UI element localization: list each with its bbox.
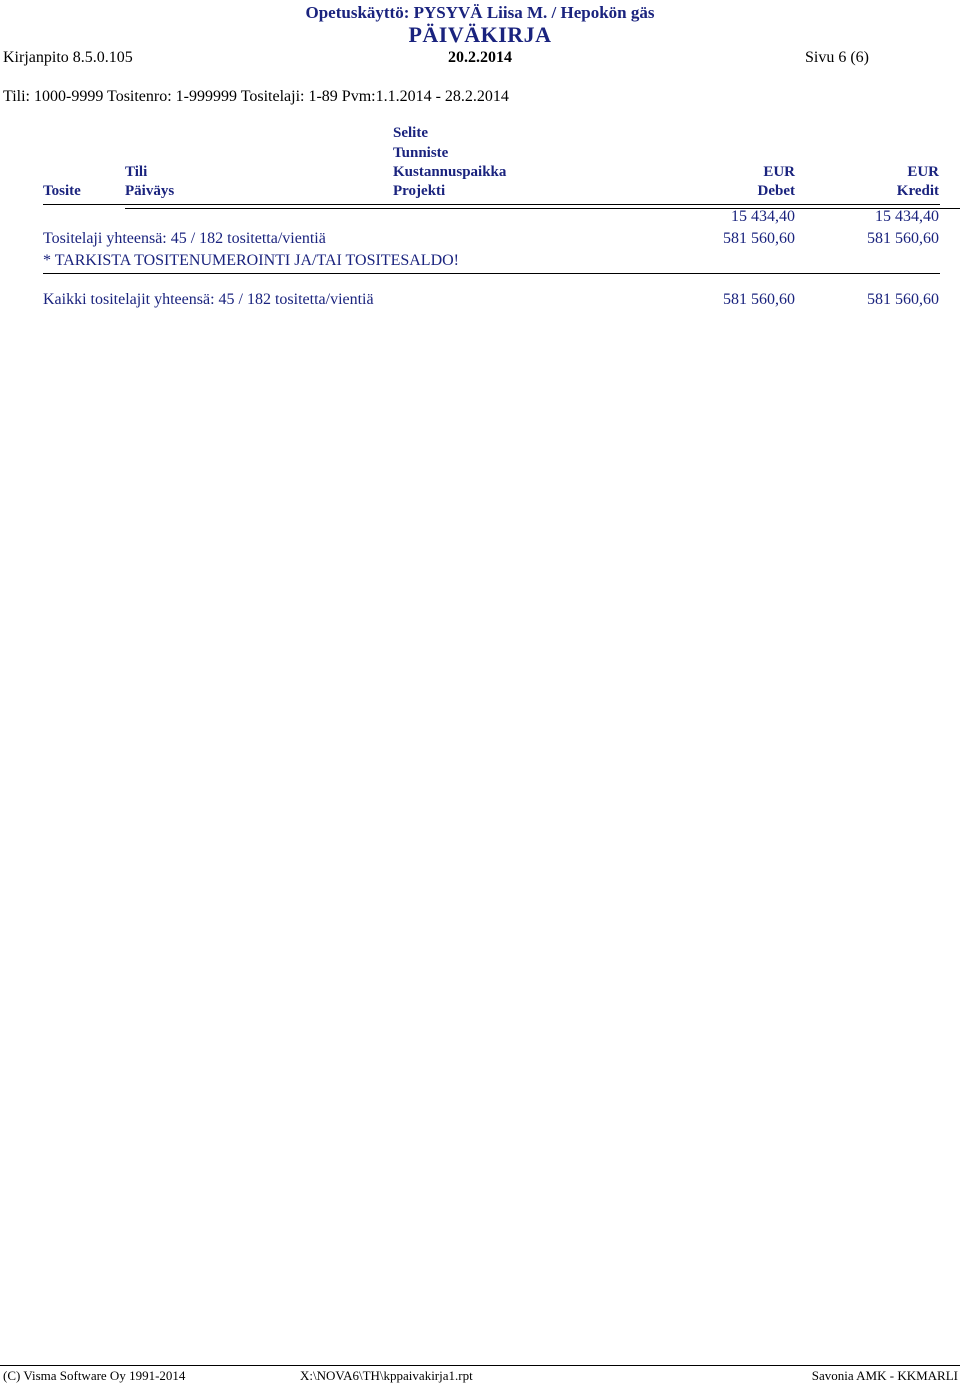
warning-message: * TARKISTA TOSITENUMEROINTI JA/TAI TOSITESALDO! [43,252,460,269]
subtotal-kredit: 15 434,40 [875,208,939,225]
company-title: Opetuskäyttö: PYSYVÄ Liisa M. / Hepokön gäs [305,3,655,22]
filter-criteria: Tili: 1000-9999 Tositenro: 1-999999 Tositelaji: 1-89 Pvm:1.1.2014 - 28.2.2014 [3,88,509,105]
col-kustannuspaikka: Kustannuspaikka [393,164,507,180]
page-number: Sivu 6 (6) [805,49,869,66]
col-debet: Debet [757,183,795,199]
col-debet-currency: EUR [763,164,795,180]
footer-divider [0,1365,960,1366]
col-selite: Selite [393,125,428,141]
col-paivays: Päiväys [125,183,175,199]
subtotal-divider [125,208,960,209]
type-total-kredit: 581 560,60 [867,230,939,247]
col-tunniste: Tunniste [393,145,449,161]
type-total-debet: 581 560,60 [723,230,795,247]
grand-total-divider [43,273,940,274]
subtotal-debet: 15 434,40 [731,208,795,225]
footer-copyright: (C) Visma Software Oy 1991-2014 [3,1368,186,1383]
footer-user: Savonia AMK - KKMARLI [811,1368,958,1383]
type-total-label: Tositelaji yhteensä: 45 / 182 tositetta/vientiä [43,230,326,247]
grand-total-label: Kaikki tositelajit yhteensä: 45 / 182 tositetta/vientiä [43,291,374,308]
footer-file-path: X:\NOVA6\TH\kppaivakirja1.rpt [300,1368,473,1383]
col-tili: Tili [125,164,148,180]
report-date: 20.2.2014 [448,49,512,66]
col-projekti: Projekti [393,183,446,199]
col-kredit: Kredit [896,183,939,199]
report-title: PÄIVÄKIRJA [408,22,552,47]
header-divider [43,204,940,205]
col-tosite: Tosite [43,183,81,199]
program-version: Kirjanpito 8.5.0.105 [3,49,133,66]
grand-total-debet: 581 560,60 [723,291,795,308]
grand-total-kredit: 581 560,60 [867,291,939,308]
col-kredit-currency: EUR [907,164,939,180]
